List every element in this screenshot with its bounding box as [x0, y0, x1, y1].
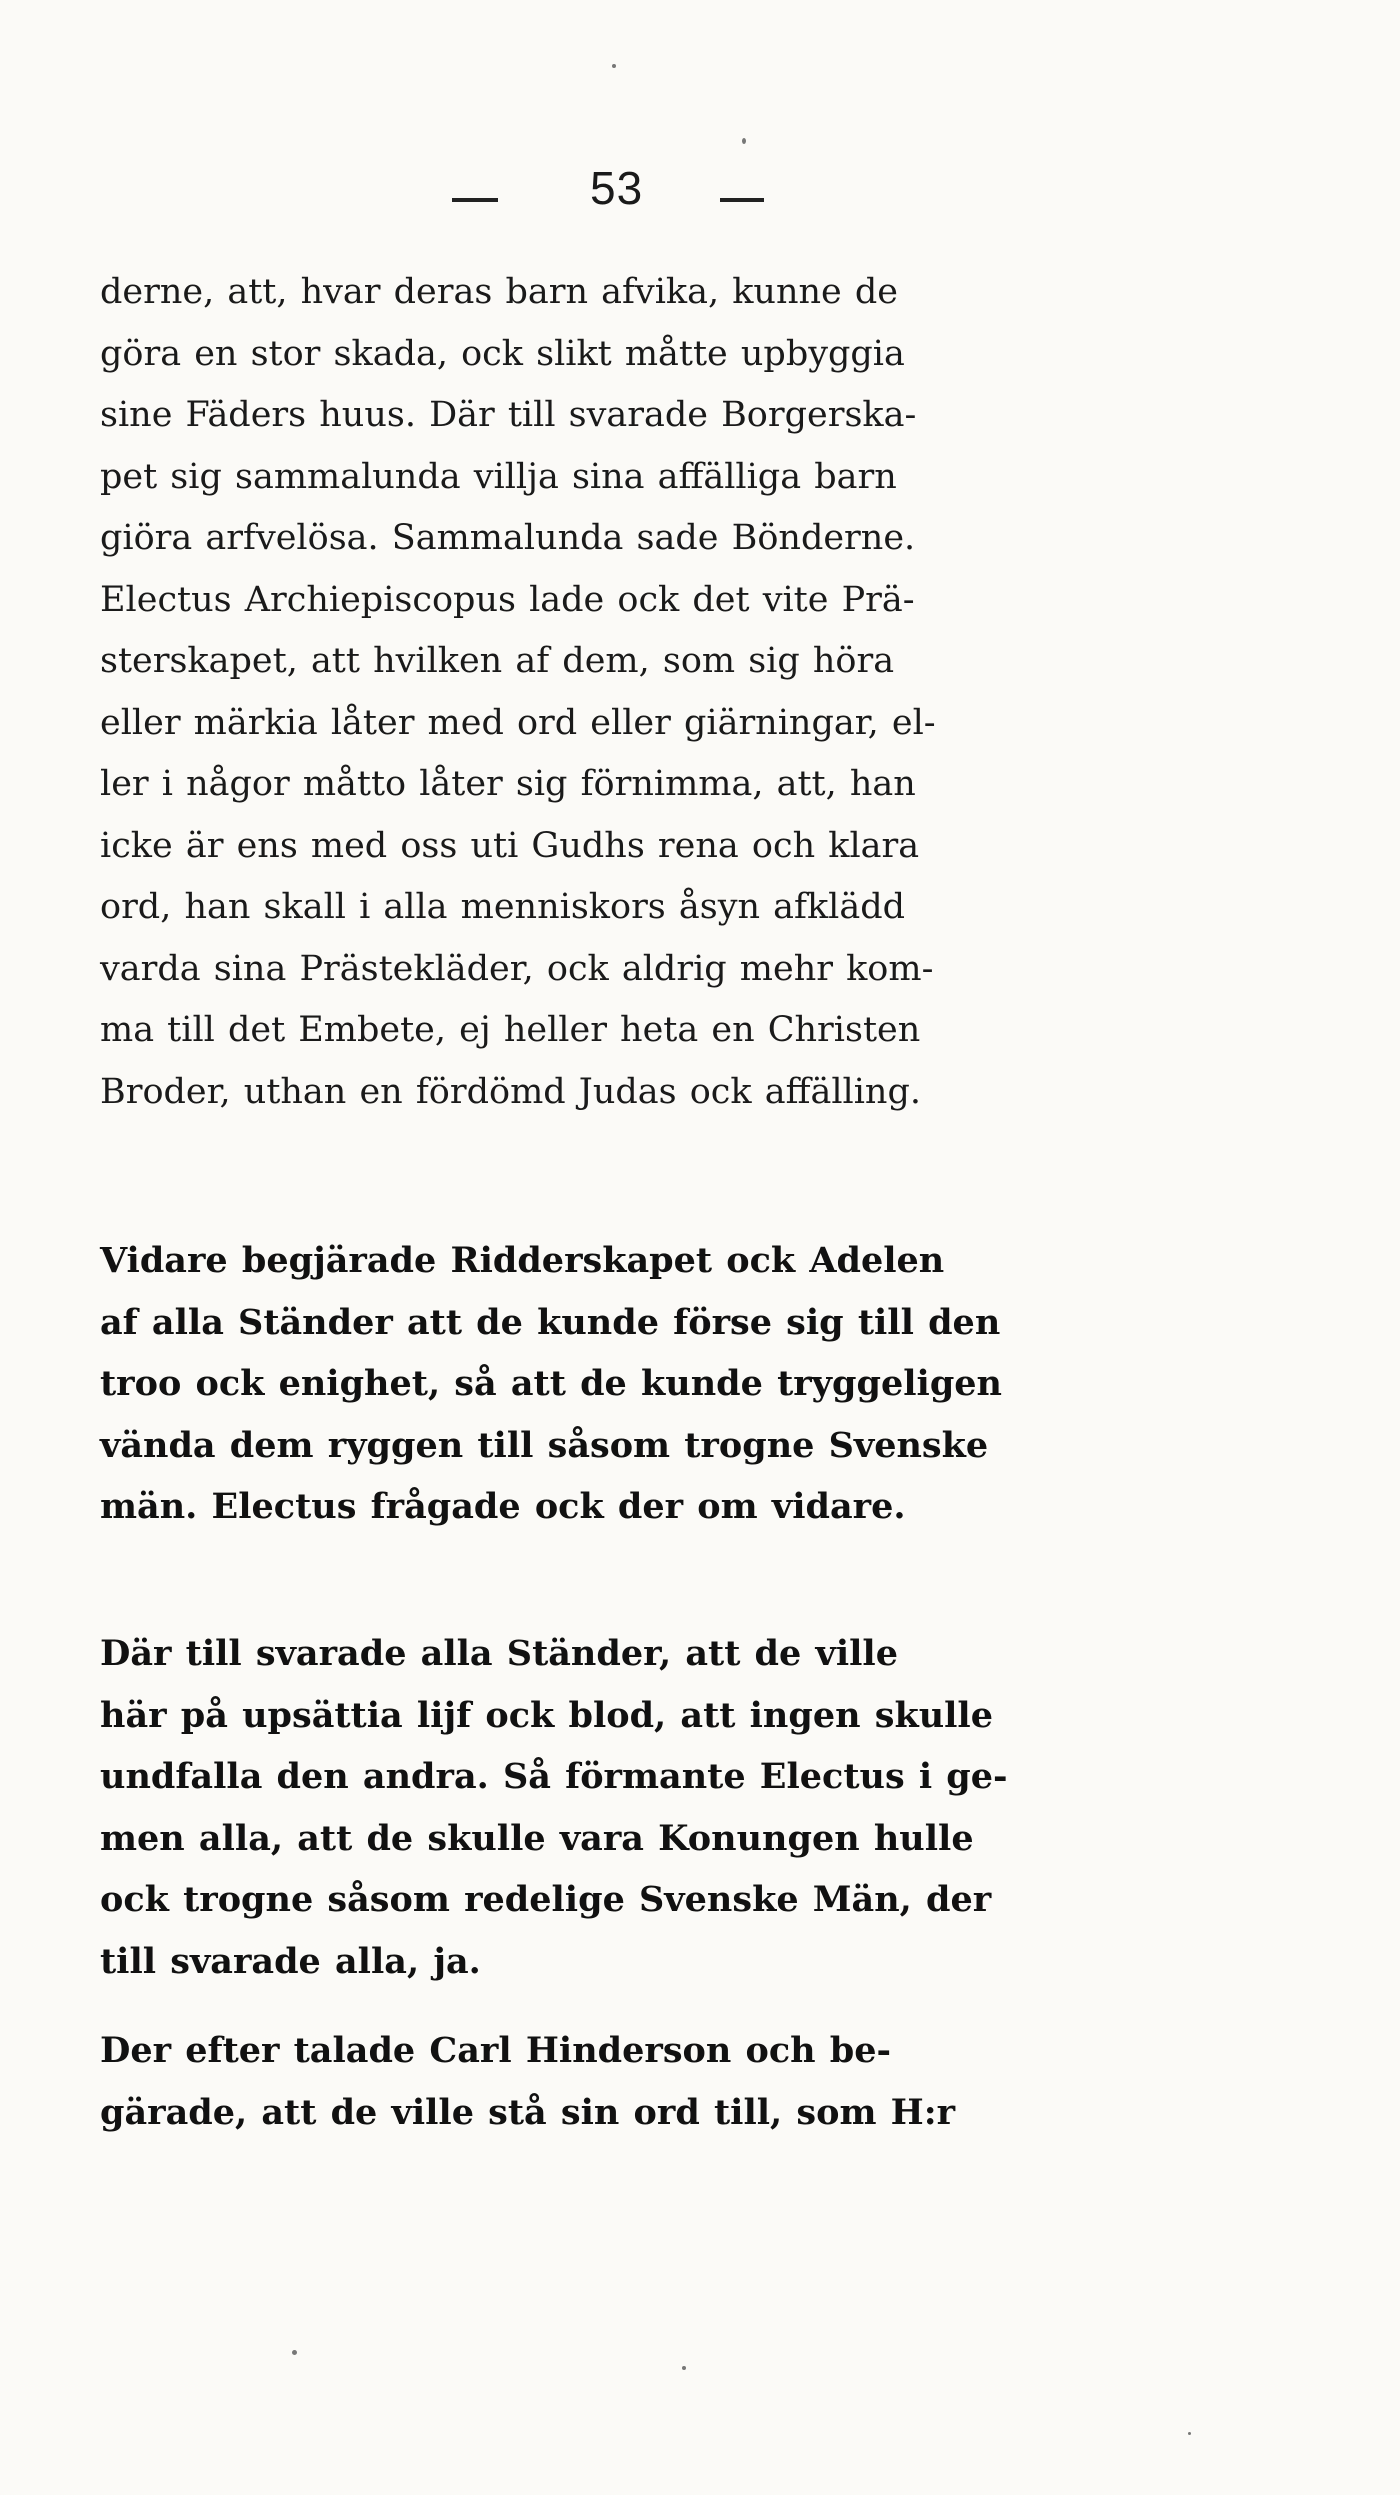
- paper-speck: [1188, 2432, 1191, 2435]
- paragraph-1: [100, 262, 1160, 1123]
- text-line: varda sina Prästekläder, ock aldrig mehr kom-: [100, 948, 934, 989]
- text-line: af alla Ständer att de kunde förse sig till den: [100, 1301, 1001, 1343]
- text-line: giöra arfvelösa. Sammalunda sade Bönderne.: [100, 518, 916, 558]
- text-line: ord, han skall i alla menniskors åsyn afklädd: [100, 887, 906, 927]
- text-line: pet sig sammalunda villja sina affälliga barn: [100, 456, 897, 497]
- text-line: till svarade alla, ja.: [100, 1940, 481, 1982]
- paper-speck: [292, 2350, 297, 2355]
- text-line: Electus Archiepiscopus lade ock det vite Prä-: [100, 579, 915, 620]
- paper-speck: [742, 138, 746, 144]
- text-line: derne, att, hvar deras barn afvika, kunne de: [100, 272, 899, 312]
- paragraph-3: [100, 1623, 1160, 1992]
- text-line: ler i någor måtto låter sig förnimma, att, han: [100, 764, 916, 804]
- text-line: undfalla den andra. Så förmante Electus i ge-: [100, 1756, 1008, 1797]
- text-line: ma till det Embete, ej heller heta en Christen: [100, 1010, 921, 1050]
- paragraph-2: [100, 1230, 1160, 1538]
- text-line: men alla, att de skulle vara Konungen hulle: [100, 1817, 974, 1859]
- text-line: ock trogne såsom redelige Svenske Män, der: [100, 1879, 992, 1920]
- text-line: göra en stor skada, ock slikt måtte upbyggia: [100, 333, 905, 374]
- text-line: eller märkia låter med ord eller giärningar, el-: [100, 702, 936, 743]
- paper-speck: [682, 2366, 686, 2370]
- page-header: [0, 158, 1400, 218]
- text-line: gärade, att de ville stå sin ord till, som H:r: [100, 2091, 956, 2133]
- page-number: 53: [590, 162, 644, 214]
- text-line: här på upsättia lijf ock blod, att ingen skulle: [100, 1694, 993, 1736]
- text-line: män. Electus frågade ock der om vidare.: [100, 1486, 906, 1527]
- text-line: Der efter talade Carl Hinderson och be-: [100, 2030, 892, 2071]
- text-line: vända dem ryggen till såsom trogne Svenske: [100, 1424, 989, 1466]
- header-dash-right: [720, 198, 764, 202]
- text-line: Broder, uthan en fördömd Judas ock affälling.: [100, 1071, 921, 1112]
- paper-speck: [612, 64, 616, 68]
- text-line: sine Fäders huus. Där till svarade Borgerska-: [100, 395, 917, 435]
- text-line: Vidare begjärade Ridderskapet ock Adelen: [100, 1240, 945, 1281]
- header-dash-left: [452, 198, 498, 202]
- paragraph-4: [100, 2020, 1160, 2143]
- text-line: sterskapet, att hvilken af dem, som sig höra: [100, 641, 895, 681]
- text-line: Där till svarade alla Ständer, att de ville: [100, 1633, 898, 1674]
- text-line: troo ock enighet, så att de kunde tryggeligen: [100, 1363, 1003, 1404]
- text-line: icke är ens med oss uti Gudhs rena och klara: [100, 825, 920, 866]
